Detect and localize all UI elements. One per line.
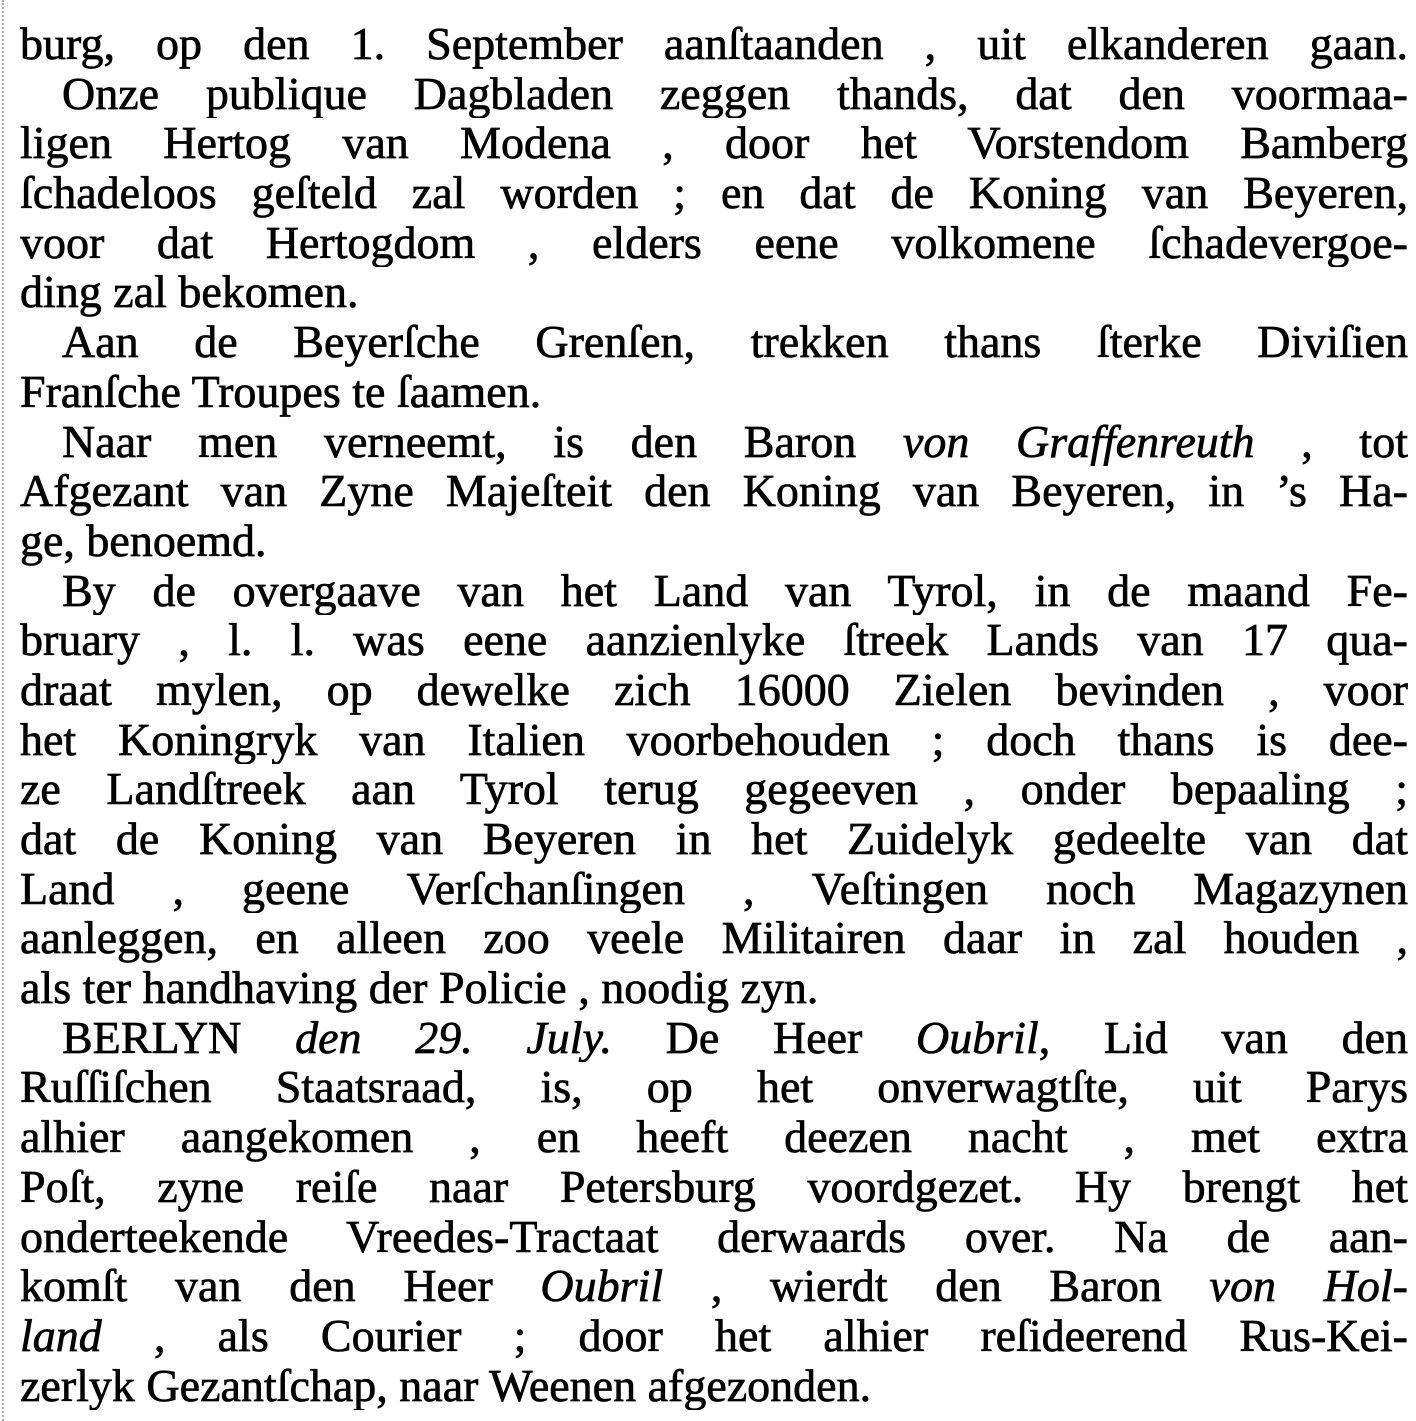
italic-run: land	[20, 1310, 102, 1361]
text-run: De Heer	[611, 1012, 917, 1063]
text-run: By de overgaave van het Land van Tyrol, in de maand Fe-	[62, 565, 1408, 616]
text-run: aanleggen, en alleen zoo veele Militairen daar in zal houden ,	[20, 913, 1408, 964]
text-line	[20, 814, 1408, 864]
text-line	[20, 1261, 1408, 1311]
text-line	[20, 516, 1408, 566]
italic-run: den 29. July.	[295, 1012, 612, 1063]
text-run: ſchadeloos geſteld zal worden ; en dat de Koning van Beyeren,	[20, 168, 1408, 218]
text-line	[20, 69, 1408, 119]
paragraph	[20, 566, 1408, 1013]
text-line	[20, 466, 1408, 516]
text-run: alhier aangekomen , en heeft deezen nacht , met extra	[20, 1112, 1408, 1162]
text-run: ding zal bekomen.	[20, 267, 359, 318]
text-run: voor dat Hertogdom , elders eene volkomene ſchadevergoe-	[20, 217, 1408, 268]
paragraph	[20, 317, 1408, 416]
text-run: komſt van den Heer	[20, 1261, 541, 1311]
text-line	[20, 1311, 1408, 1361]
text-line	[20, 417, 1408, 467]
text-run: draat mylen, op dewelke zich 16000 Zielen bevinden , voor	[20, 664, 1408, 715]
text-line	[20, 1112, 1408, 1162]
text-line	[20, 317, 1408, 367]
text-line	[20, 1162, 1408, 1212]
paragraph	[20, 69, 1408, 317]
text-line	[20, 764, 1408, 814]
text-run: , als Courier ; door het alhier reſideerend Rus-Kei-	[101, 1310, 1408, 1361]
text-run: Afgezant van Zyne Majeſteit den Koning van Beyeren, in ’s Ha-	[20, 466, 1408, 516]
text-line	[20, 566, 1408, 616]
text-line	[20, 963, 1408, 1013]
text-run: , Lid van den	[1038, 1012, 1408, 1063]
text-line	[20, 715, 1408, 765]
text-run: als ter handhaving der Policie , noodig zyn.	[20, 963, 819, 1013]
text-line	[20, 367, 1408, 417]
text-line	[20, 1013, 1408, 1063]
paragraph	[20, 1013, 1408, 1411]
italic-run: Oubril	[916, 1012, 1039, 1063]
text-run: , tot	[1254, 416, 1408, 467]
text-run: zerlyk Gezantſchap, naar Weenen afgezonden.	[20, 1360, 872, 1411]
italic-run: von Hol-	[1209, 1261, 1408, 1311]
text-run: Land , geene Verſchanſingen , Veſtingen noch Magazynen	[20, 863, 1408, 914]
text-line	[20, 168, 1408, 218]
text-line	[20, 615, 1408, 665]
italic-run: von Graffenreuth	[902, 416, 1255, 467]
text-run: Franſche Troupes te ſaamen.	[20, 366, 542, 417]
text-run: bruary , l. l. was eene aanzienlyke ſtreek Lands van 17 qua-	[20, 615, 1408, 665]
paragraph	[20, 19, 1408, 69]
text-line	[20, 1212, 1408, 1262]
text-run: Naar men verneemt, is den Baron	[62, 416, 903, 467]
text-run: ge, benoemd.	[20, 515, 267, 566]
text-line	[20, 1062, 1408, 1112]
text-line	[20, 267, 1408, 317]
text-run: ze Landſtreek aan Tyrol terug gegeeven , onder bepaaling ;	[20, 764, 1408, 814]
paragraph	[20, 417, 1408, 566]
text-run: , wierdt den Baron	[663, 1261, 1210, 1311]
text-run: Aan de Beyerſche Grenſen, trekken thans ſterke Diviſien	[62, 317, 1408, 367]
text-line	[20, 118, 1408, 168]
text-line	[20, 665, 1408, 715]
article	[20, 19, 1408, 1410]
text-line	[20, 913, 1408, 963]
text-line	[20, 19, 1408, 69]
text-line	[20, 864, 1408, 914]
text-run: Ruſſiſchen Staatsraad, is, op het onverwagtſte, uit Parys	[20, 1062, 1408, 1113]
text-run: het Koningryk van Italien voorbehouden ; doch thans is dee-	[20, 714, 1408, 765]
text-line	[20, 1361, 1408, 1411]
margin-rule	[2, 0, 4, 1421]
text-run: Poſt, zyne reiſe naar Petersburg voordgezet. Hy brengt het	[20, 1161, 1408, 1212]
text-run: onderteekende Vreedes-Tractaat derwaards over. Na de aan-	[20, 1211, 1408, 1262]
text-run: burg, op den 1. September aanſtaanden , uit elkanderen gaan.	[20, 19, 1408, 69]
text-run: ligen Hertog van Modena , door het Vorstendom Bamberg	[20, 118, 1408, 169]
text-line	[20, 218, 1408, 268]
text-run: dat de Koning van Beyeren in het Zuidelyk gedeelte van dat	[20, 814, 1408, 864]
italic-run: Oubril	[540, 1261, 664, 1311]
text-run: Onze publique Dagbladen zeggen thands, dat den voormaa-	[62, 68, 1408, 119]
text-run: BERLYN	[62, 1012, 296, 1063]
